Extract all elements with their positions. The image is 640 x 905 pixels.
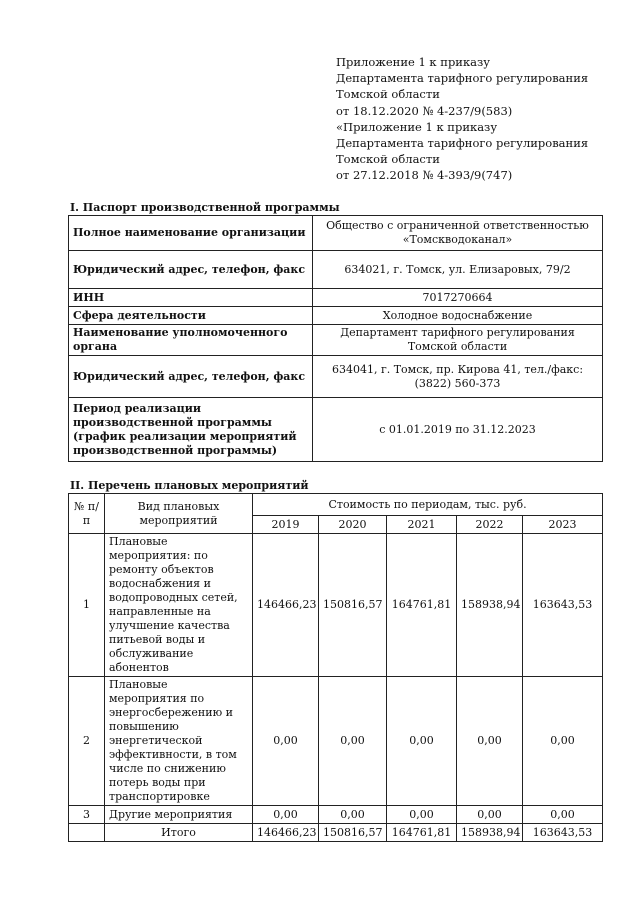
passport-row xyxy=(69,251,603,289)
cost-cell: 158938,94 xyxy=(457,534,523,677)
cost-cell: 0,00 xyxy=(523,806,603,824)
passport-value: 634041, г. Томск, пр. Кирова 41, тел./факс: (3822) 560-373 xyxy=(313,356,603,398)
header-line: от 18.12.2020 № 4-237/9(583) xyxy=(336,103,513,118)
cost-cell: 164761,81 xyxy=(387,534,457,677)
passport-value: 634021, г. Томск, ул. Елизаровых, 79/2 xyxy=(313,251,603,289)
passport-label: ИНН xyxy=(69,289,313,307)
year-header: 2020 xyxy=(319,516,387,534)
measure-name: Плановые мероприятия по энергосбережению и повышению энергетической эффективности, в том числе по снижению потерь воды при транспортировке xyxy=(105,677,253,806)
cost-cell: 0,00 xyxy=(457,806,523,824)
section-1-title: I. Паспорт производственной программы xyxy=(70,201,340,214)
total-cell: 164761,81 xyxy=(387,824,457,842)
passport-row xyxy=(69,325,603,356)
row-number: 2 xyxy=(69,677,105,806)
cost-cell: 0,00 xyxy=(387,677,457,806)
passport-value: Холодное водоснабжение xyxy=(313,307,603,325)
empty-cell xyxy=(69,824,105,842)
year-header: 2021 xyxy=(387,516,457,534)
passport-value: с 01.01.2019 по 31.12.2023 xyxy=(313,398,603,462)
table-row xyxy=(69,534,603,677)
row-number: 3 xyxy=(69,806,105,824)
header-line: Департамента тарифного регулирования xyxy=(336,136,589,151)
cost-cell: 0,00 xyxy=(319,806,387,824)
measure-name: Плановые мероприятия: по ремонту объектов водоснабжения и водопроводных сетей, направленные на улучшение качества питьевой воды и обслуживание абонентов xyxy=(105,534,253,677)
passport-value: Общество с ограниченной ответственностью «Томскводоканал» xyxy=(313,216,603,251)
cost-cell: 163643,53 xyxy=(523,534,603,677)
total-cell: 146466,23 xyxy=(253,824,319,842)
col-cost-header: Стоимость по периодам, тыс. руб. xyxy=(253,494,603,516)
total-row xyxy=(69,824,603,842)
cost-cell: 0,00 xyxy=(457,677,523,806)
passport-label: Наименование уполномоченного органа xyxy=(69,325,313,356)
cost-cell: 0,00 xyxy=(387,806,457,824)
total-cell: 150816,57 xyxy=(319,824,387,842)
header-line: Приложение 1 к приказу xyxy=(336,55,491,69)
cost-cell: 146466,23 xyxy=(253,534,319,677)
col-type-header: Вид плановых мероприятий xyxy=(105,494,253,534)
header-line: Департамента тарифного регулирования xyxy=(336,71,589,86)
passport-table xyxy=(68,215,603,462)
section-2-title: II. Перечень плановых мероприятий xyxy=(70,479,309,492)
appendix-header xyxy=(336,54,588,184)
total-label: Итого xyxy=(105,824,253,842)
year-header: 2019 xyxy=(253,516,319,534)
table-row xyxy=(69,806,603,824)
cost-cell: 0,00 xyxy=(523,677,603,806)
passport-row xyxy=(69,289,603,307)
passport-label: Период реализации производственной программы (график реализации мероприятий производственной программы) xyxy=(69,398,313,462)
measures-table xyxy=(68,493,603,842)
cost-cell: 0,00 xyxy=(253,677,319,806)
col-num-header: № п/п xyxy=(69,494,105,534)
passport-row xyxy=(69,216,603,251)
year-header: 2022 xyxy=(457,516,523,534)
header-line: Томской области xyxy=(336,87,440,102)
table-header-row xyxy=(69,494,603,516)
total-cell: 158938,94 xyxy=(457,824,523,842)
table-row xyxy=(69,677,603,806)
passport-label: Юридический адрес, телефон, факс xyxy=(69,356,313,398)
header-line: «Приложение 1 к приказу xyxy=(336,119,498,134)
passport-value: Департамент тарифного регулирования Томской области xyxy=(313,325,603,356)
passport-row xyxy=(69,398,603,462)
header-line: Томской области xyxy=(336,152,440,167)
row-number: 1 xyxy=(69,534,105,677)
passport-row xyxy=(69,356,603,398)
cost-cell: 0,00 xyxy=(319,677,387,806)
cost-cell: 0,00 xyxy=(253,806,319,824)
cost-cell: 150816,57 xyxy=(319,534,387,677)
passport-label: Сфера деятельности xyxy=(69,307,313,325)
year-header: 2023 xyxy=(523,516,603,534)
passport-value: 7017270664 xyxy=(313,289,603,307)
measure-name: Другие мероприятия xyxy=(105,806,253,824)
passport-row xyxy=(69,307,603,325)
passport-label: Юридический адрес, телефон, факс xyxy=(69,251,313,289)
total-cell: 163643,53 xyxy=(523,824,603,842)
passport-label: Полное наименование организации xyxy=(69,216,313,251)
header-line: от 27.12.2018 № 4-393/9(747) xyxy=(336,168,513,183)
